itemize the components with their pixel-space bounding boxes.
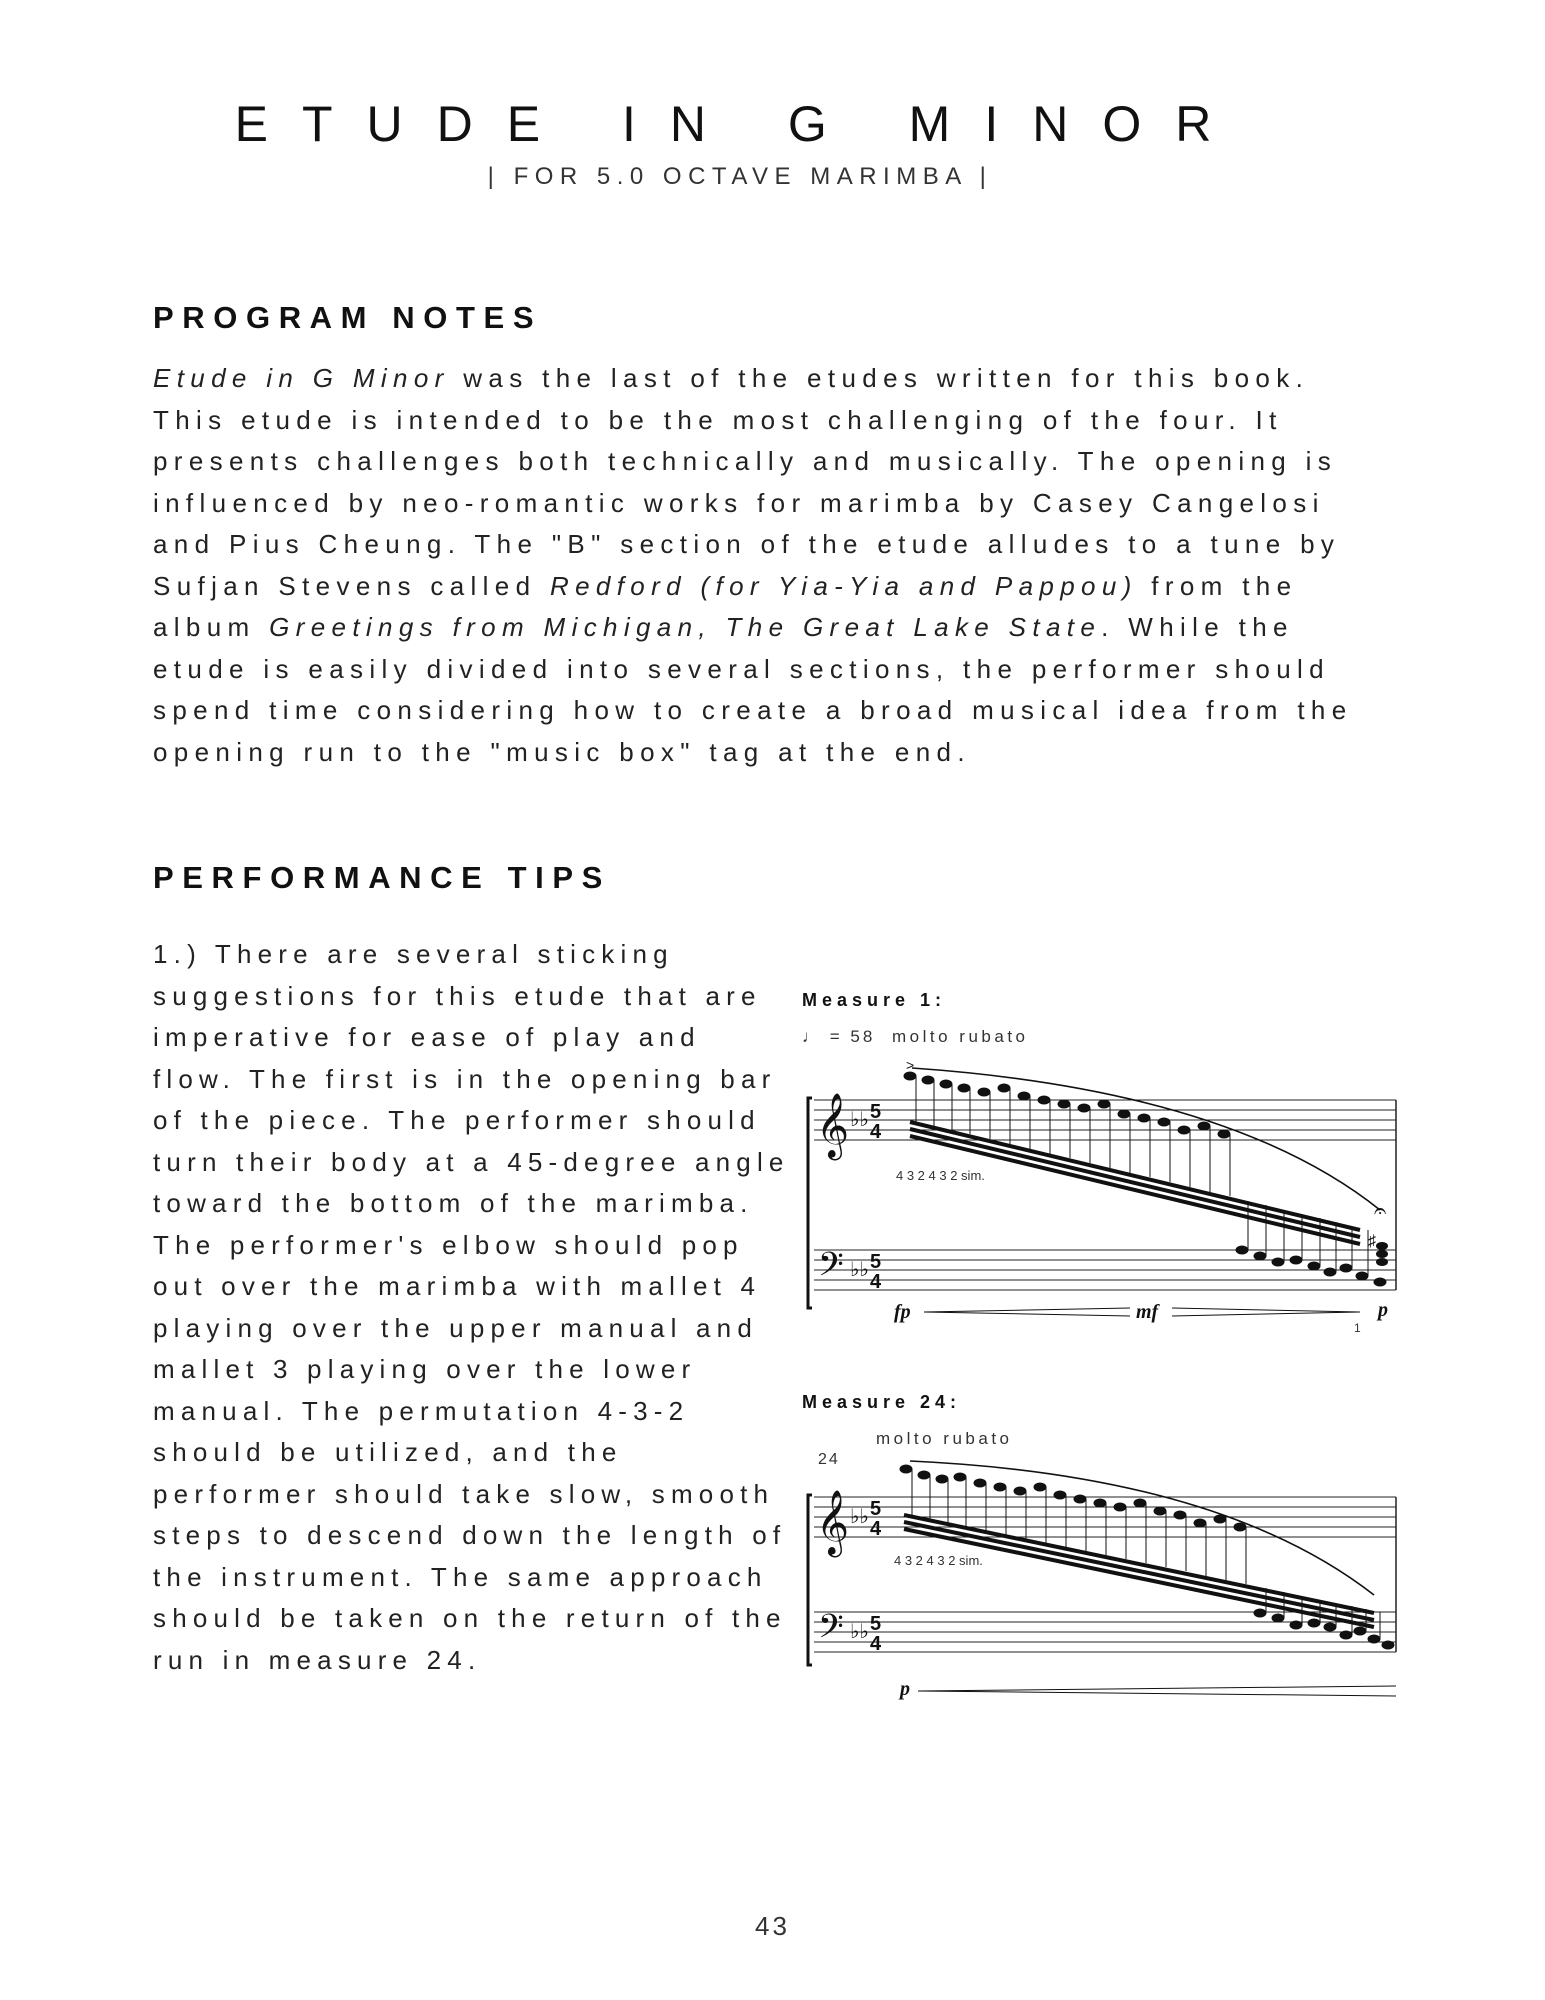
crescendo-hairpin [918,1686,1396,1691]
dynamic-start: fp [894,1301,911,1323]
svg-text:♯: ♯ [1368,1233,1376,1250]
time-signature-icon: 5 [870,1498,882,1520]
bass-staff [814,1250,1396,1290]
treble-clef-icon: 𝄞 [816,1093,850,1158]
program-notes-heading: PROGRAM NOTES [153,300,543,335]
key-signature-icon: ♭♭ [850,1621,869,1643]
accent-icon: > [906,1060,915,1073]
time-signature-icon: 4 [870,1271,882,1293]
key-signature-icon: ♭♭ [850,1506,869,1528]
bass-clef-icon: 𝄢 [818,1608,844,1654]
key-signature-icon: ♭♭ [850,1109,869,1131]
system-brace [808,1098,812,1308]
performance-tip-1: 1.) There are several sticking suggestions for this etude that are imperative for ease of play and flow. The first is in the opening bar of the piece. The performer should turn their body at a 45-degree angle toward the bottom of the marimba. The performer's elbow should pop out over the marimba with mallet 4 playing over the upper manual and mallet 3 playing over the lower manual. The permutation 4-3-2 should be utilized, and the performer should take slow, smooth steps to descend down the length of the instrument. The same approach should be taken on the return of the run in measure 24. [153,939,790,1675]
time-signature-icon: 4 [870,1518,882,1540]
measure-number: 24 [818,1451,840,1468]
time-signature-icon: 5 [870,1101,882,1123]
sticking-label: 4 3 2 4 3 2 sim. [894,1553,983,1568]
time-signature-icon: 5 [870,1251,882,1273]
program-notes-text: Etude in G Minor was the last of the etudes written for this book. This etude is intended to be the most challenging of the four. It presents challenges both technically and musically. The opening is influenced by neo-romantic works for marimba by Casey Cangelosi and Pius Cheung. The "B" section of the etude alludes to a tune by Sufjan Stevens called Redford (for Yia-Yia and Pappou) from the album Greetings from Michigan, The Great Lake State. While the etude is easily divided into several sections, the performer should spend time considering how to create a broad musical idea from the opening run to the "music box" tag at the end. [153,363,1353,767]
finger-number: 1 [1354,1321,1361,1335]
measure-24-score [800,1455,1400,1715]
rubato-marking-24: molto rubato [876,1429,1013,1448]
measure-1-score [800,1060,1400,1340]
fermata-icon: 𝄐 [1374,1198,1387,1223]
diminuendo-hairpin [1172,1308,1360,1312]
dynamic-mid: mf [1136,1301,1159,1323]
tempo-marking: ♩ = 58 [802,1027,876,1046]
time-signature-icon: 4 [870,1633,882,1655]
dynamic-end: p [1378,1299,1388,1321]
key-signature-icon: ♭♭ [850,1259,869,1281]
time-signature-icon: 5 [870,1613,882,1635]
rubato-marking-1: molto rubato [892,1027,1029,1046]
work-title: Etude in G Minor [153,363,450,393]
sticking-label: 4 3 2 4 3 2 sim. [896,1168,985,1183]
tip-number: 1.) [153,939,202,969]
treble-clef-icon: 𝄞 [816,1490,850,1555]
crescendo-hairpin [924,1308,1130,1312]
note-beams [904,1515,1374,1627]
album-title: Greetings from Michigan, The Great Lake State [269,612,1102,642]
dynamic-start: p [900,1678,910,1700]
page-title: ETUDE IN G MINOR [234,96,1246,152]
system-brace [808,1495,812,1665]
bass-staff [814,1612,1396,1652]
song-title: Redford (for Yia-Yia and Pappou) [549,570,1138,601]
measure-1-caption: Measure 1: [802,990,947,1010]
measure-24-caption: Measure 24: [802,1392,962,1412]
performance-tips-heading: PERFORMANCE TIPS [153,860,611,895]
page-number: 43 [755,1911,790,1941]
bass-clef-icon: 𝄢 [818,1246,844,1292]
time-signature-icon: 4 [870,1121,882,1143]
page-subtitle: | FOR 5.0 OCTAVE MARIMBA | [487,163,993,190]
